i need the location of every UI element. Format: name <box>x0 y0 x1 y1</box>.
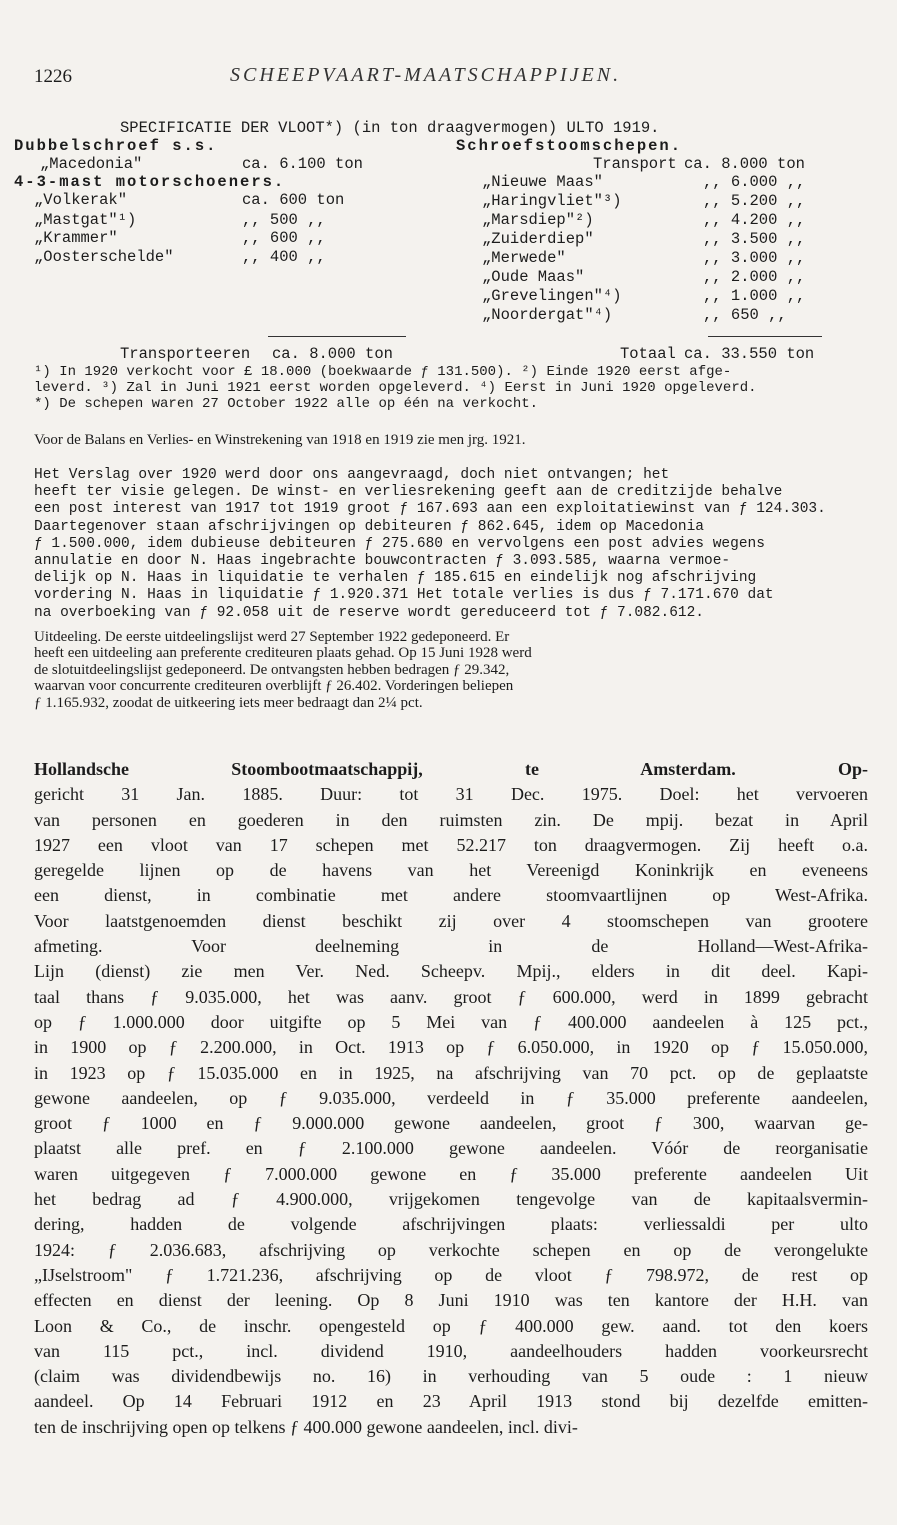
uitdeeling-line: ƒ 1.165.932, zoodat de uitkeering iets meer bedraagt dan 2¼ pct. <box>34 694 423 711</box>
spec-ship-value: ,, 600 ,, <box>242 229 326 247</box>
spec-ship-value: ,, 400 ,, <box>242 248 326 266</box>
spec-ship-value: ,, 4.200 ,, <box>703 211 806 229</box>
spec-transport-label: Transport <box>593 155 677 173</box>
hsm-line: op ƒ 1.000.000 door uitgifte op 5 Mei van ƒ 400.000 aandeelen à 125 pct., <box>34 1011 868 1032</box>
hsm-line: „IJselstroom" ƒ 1.721.236, afschrijving op de vloot ƒ 798.972, de rest op <box>34 1264 868 1285</box>
verslag-line: Daartegenover staan afschrijvingen op debiteuren ƒ 862.645, idem op Macedonia <box>34 518 705 535</box>
hsm-line: Hollandsche Stoombootmaatschappij, te Amsterdam. Op- <box>34 759 868 779</box>
spec-ship-name: „Zuiderdiep" <box>482 230 594 248</box>
spec-ship-value: ,, 3.000 ,, <box>703 249 806 267</box>
balans-line: Voor de Balans en Verlies- en Winstrekening van 1918 en 1919 zie men jrg. 1921. <box>34 432 526 448</box>
spec-ship-value: ca. 6.100 ton <box>242 155 363 173</box>
hsm-line: aandeel. Op 14 Februari 1912 en 23 April 1913 stond bij dezelfde emitten- <box>34 1391 868 1412</box>
hsm-line: effecten en dienst der leening. Op 8 Juni 1910 was ten kantore der H.H. van <box>34 1290 868 1311</box>
spec-motor-heading: 4-3-mast motorschoeners. <box>14 173 286 191</box>
verslag-paragraph <box>34 467 868 622</box>
spec-ship-name: „Oosterschelde" <box>34 248 174 266</box>
spec-ship-name: „Marsdiep"²) <box>482 211 594 229</box>
hsm-line: van personen en goederen in den ruimsten zin. De mpij. bezat in April <box>34 809 868 830</box>
spec-right-total-label: Totaal <box>620 345 676 363</box>
spec-ship-name: „Grevelingen"⁴) <box>482 287 622 305</box>
hsm-line: taal thans ƒ 9.035.000, het was aanv. groot ƒ 600.000, werd in 1899 gebracht <box>34 986 868 1007</box>
hsm-line: gericht 31 Jan. 1885. Duur: tot 31 Dec. 1975. Doel: het vervoeren <box>34 784 868 805</box>
hsm-line: in 1923 op ƒ 15.035.000 en in 1925, na afschrijving van 70 pct. op de geplaatste <box>34 1062 868 1083</box>
spec-left-total-value: ca. 8.000 ton <box>272 345 393 363</box>
verslag-line: vordering N. Haas in liquidatie ƒ 1.920.371 Het totale verlies is dus ƒ 7.171.670 dat <box>34 587 774 604</box>
footnote-line: leverd. ³) Zal in Juni 1921 eerst worden opgeleverd. ⁴) Eerst in Juni 1920 opgeleverd. <box>34 380 757 396</box>
spec-ship-name: „Macedonia" <box>40 155 143 173</box>
right-total-rule <box>708 336 822 337</box>
verslag-line: annulatie en door N. Haas ingebrachte bouwcontracten ƒ 3.093.585, waarna vermoe- <box>34 553 731 570</box>
hsm-line: Loon & Co., de inschr. opengesteld op ƒ 400.000 gew. aand. tot den koers <box>34 1315 868 1336</box>
spec-ship-name: „Haringvliet"³) <box>482 192 622 210</box>
uitdeeling-paragraph <box>34 629 868 711</box>
hsm-line: van 115 pct., incl. dividend 1910, aandeelhouders hadden voorkeursrecht <box>34 1340 868 1361</box>
hsm-line: ten de inschrijving open op telkens ƒ 400.000 gewone aandeelen, incl. divi- <box>34 1416 578 1437</box>
spec-left-heading: Dubbelschroef s.s. <box>14 137 218 155</box>
spec-ship-name: „Krammer" <box>34 229 118 247</box>
verslag-line: Het Verslag over 1920 werd door ons aangevraagd, doch niet ontvangen; het <box>34 467 670 483</box>
spec-transport-value: ca. 8.000 ton <box>684 155 805 173</box>
hsm-line: een dienst, in combinatie met andere stoomvaartlijnen op West-Afrika. <box>34 885 868 906</box>
uitdeeling-line: de slotuitdeelingslijst gedeponeerd. De ontvangsten hebben bedragen ƒ 29.342, <box>34 661 510 678</box>
spec-ship-value: ,, 6.000 ,, <box>703 173 806 191</box>
spec-ship-value: ,, 2.000 ,, <box>703 268 806 286</box>
spec-ship-value: ca. 600 ton <box>242 191 345 209</box>
verslag-line: heeft ter visie gelegen. De winst- en verliesrekening geeft aan de creditzijde behalve <box>34 484 783 501</box>
running-title: SCHEEPVAART-MAATSCHAPPIJEN. <box>230 64 622 86</box>
hsm-entry <box>34 757 868 1440</box>
spec-ship-name: „Merwede" <box>482 249 566 267</box>
verslag-line: delijk op N. Haas in liquidatie te verhalen ƒ 185.615 en eindelijk nog afschrijving <box>34 570 757 587</box>
page-number: 1226 <box>34 66 72 87</box>
hsm-line: groot ƒ 1000 en ƒ 9.000.000 gewone aandeelen, groot ƒ 300, waarvan ge- <box>34 1113 868 1134</box>
spec-ship-name: „Oude Maas" <box>482 268 585 286</box>
spec-ship-name: „Mastgat"¹) <box>34 211 137 229</box>
spec-ship-name: „Nieuwe Maas" <box>482 173 603 191</box>
hsm-line: in 1900 op ƒ 2.200.000, in Oct. 1913 op ƒ 6.050.000, in 1920 op ƒ 15.050.000, <box>34 1037 868 1058</box>
hsm-line: waren uitgegeven ƒ 7.000.000 gewone en ƒ 35.000 preferente aandeelen Uit <box>34 1163 868 1184</box>
spec-ship-value: ,, 500 ,, <box>242 211 326 229</box>
verslag-line: na overboeking van ƒ 92.058 uit de reserve wordt gereduceerd tot ƒ 7.082.612. <box>34 604 705 621</box>
hsm-line: plaatst alle pref. en ƒ 2.100.000 gewone aandeelen. Vóór de reorganisatie <box>34 1138 868 1159</box>
spec-ship-name: „Noordergat"⁴) <box>482 306 613 324</box>
balans-reference <box>34 431 868 449</box>
spec-ship-value: ,, 5.200 ,, <box>703 192 806 210</box>
uitdeeling-line: heeft een uitdeeling aan preferente crediteuren plaats gehad. Op 15 Juni 1928 werd <box>34 645 532 662</box>
spec-ship-value: ,, 1.000 ,, <box>703 287 806 305</box>
spec-ship-name: „Volkerak" <box>34 191 128 209</box>
spec-right-total-value: ca. 33.550 ton <box>684 345 815 363</box>
spec-right-heading: Schroefstoomschepen. <box>456 137 683 155</box>
hsm-line: Voor laatstgenoemden dienst beschikt zij over 4 stoomschepen van grootere <box>34 910 868 931</box>
verslag-line: ƒ 1.500.000, idem dubieuse debiteuren ƒ 275.680 en vervolgens een post advies wegens <box>34 535 765 552</box>
hsm-line: afmeting. Voor deelneming in de Holland—West-Afrika- <box>34 936 868 957</box>
spec-left-total-label: Transporteeren <box>120 345 251 363</box>
hsm-line: dering, hadden de volgende afschrijvingen plaats: verliessaldi per ulto <box>34 1214 868 1235</box>
hsm-line: geregelde lijnen op de havens van het Vereenigd Koninkrijk en eveneens <box>34 860 868 881</box>
verslag-line: een post interest van 1917 tot 1919 groot ƒ 167.693 aan een exploitatiewinst van ƒ 124.303. <box>34 501 826 518</box>
left-total-rule <box>268 336 406 337</box>
hsm-line: 1927 een vloot van 17 schepen met 52.217 ton draagvermogen. Zij heeft o.a. <box>34 834 868 855</box>
hsm-line: Lijn (dienst) zie men Ver. Ned. Scheepv. Mpij., elders in dit deel. Kapi- <box>34 961 868 982</box>
footnote-line: ¹) In 1920 verkocht voor £ 18.000 (boekwaarde ƒ 131.500). ²) Einde 1920 eerst afge- <box>34 364 732 380</box>
spec-ship-value: ,, 3.500 ,, <box>703 230 806 248</box>
hsm-line: 1924: ƒ 2.036.683, afschrijving op verkochte schepen en op de verongelukte <box>34 1239 868 1260</box>
hsm-line: het bedrag ad ƒ 4.900.000, vrijgekomen tengevolge van de kapitaalsvermin- <box>34 1189 868 1210</box>
spec-ship-value: ,, 650 ,, <box>703 306 787 324</box>
uitdeeling-line: Uitdeeling. De eerste uitdeelingslijst werd 27 September 1922 gedeponeerd. Er <box>34 629 510 645</box>
hsm-line: (claim was dividendbewijs no. 16) in verhouding van 5 oude : 1 nieuw <box>34 1366 868 1387</box>
hsm-line: gewone aandeelen, op ƒ 9.035.000, verdeeld in ƒ 35.000 preferente aandeelen, <box>34 1087 868 1108</box>
spec-title: SPECIFICATIE DER VLOOT*) (in ton draagvermogen) ULTO 1919. <box>120 119 660 137</box>
footnote-line: *) De schepen waren 27 October 1922 alle op één na verkocht. <box>34 396 539 412</box>
uitdeeling-line: waarvan voor concurrente crediteuren overblijft ƒ 26.402. Vorderingen beliepen <box>34 678 514 695</box>
